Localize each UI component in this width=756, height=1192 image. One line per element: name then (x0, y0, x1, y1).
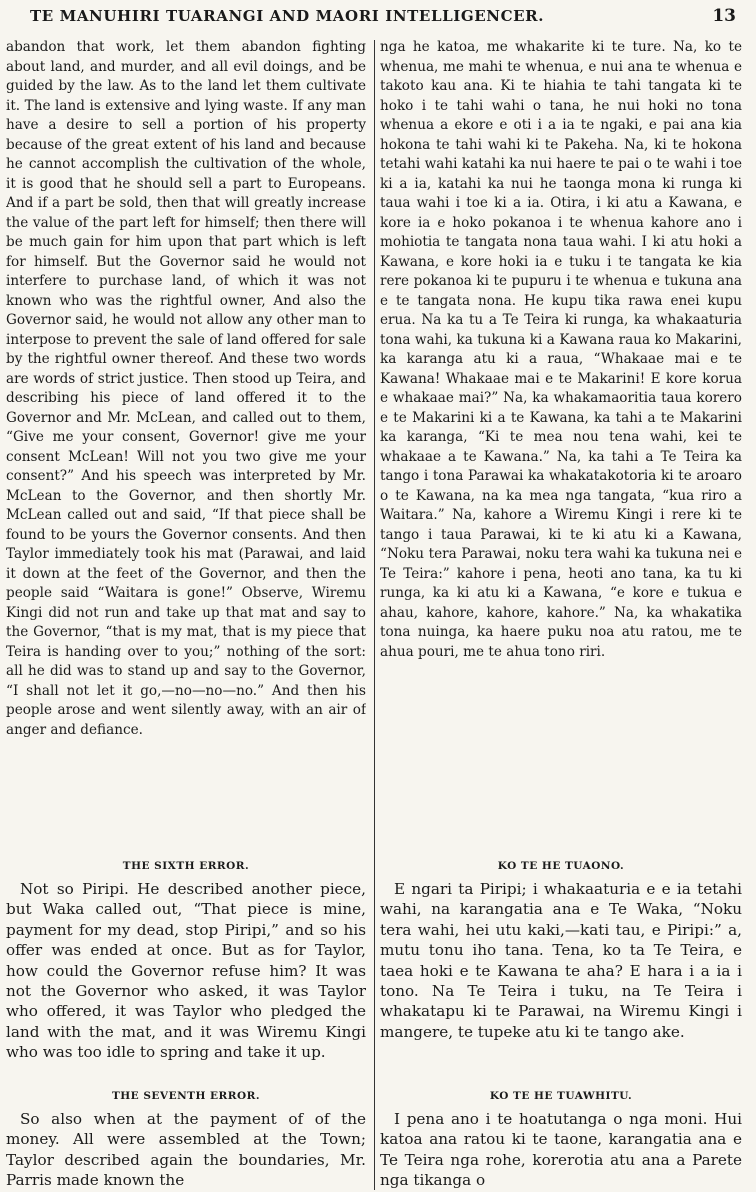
newspaper-title: TE MANUHIRI TUARANGI AND MAORI INTELLIGENCER. (30, 7, 545, 25)
maori-intro-paragraph: nga he katoa, me whakarite ki te ture. Na, ko te whenua, me mahi te whenua, e nui ana te whenua e takoto kau ana. Ki te hiahia te tahi tangata ki te hoko i te tahi wahi o tana, he nui hoki no tona whenua a ekore e oti i a ia te ngaki, e pai ana kia hokona te tahi wahi ki te Pakeha. Na, ki te hokona tetahi wahi katahi ka nui haere te pai o te wahi i toe ki a ia, katahi ka nui he taonga mona ki runga ki taua wahi i toe ki a ia. Otira, i ki atu a Kawana, e kore ia e hoko pokanoa i te whenua kahore ano i mohiotia te tangata nona taua wahi. I ki atu hoki a Kawana, e kore hoki ia e tuku i te tangata ke kia rere pokanoa ki te pupuru i te whenua e tukuna ana e te tangata nona. He kupu tika rawa enei kupu erua. Na ka tu a Te Teira ki runga, ka whakaaturia tona wahi, ka tukuna ki a Kawana raua ko Makarini, ka karanga atu ki a raua, “Whakaae mai e te Kawana! Whakaae mai e te Makarini! E kore korua e whakaae mai?” Na, ka whakamaoritia taua korero e te Makarini ki a te Kawana, ka tahi a te Makarini ka karanga, “Ki te mea nou tena wahi, kei te whakaae a te Kawana.” Na, ka tahi a Te Teira ka tango i tona Parawai ka whakatakotoria ki te aroaro o te Kawana, na ka mea nga tangata, “kua riro a Waitara.” Na, kahore a Wiremu Kingi i rere ki te tango i taua Parawai, ki te ki atu ki a Kawana, “Noku tera Parawai, noku tera wahi ka tukuna nei e Te Teira:” kahore i pena, heoti ano tana, ka tu ki runga, ka ki atu ki a Kawana, “e kore e tukua e ahau, kahore, kahore, kahore.” Na, ka whakatika tona nuinga, ka haere puku noa atu ratou, me te ahua pouri, me te ahua tono riri. (380, 39, 742, 660)
page-number: 13 (712, 6, 736, 26)
maori-sixth-error-heading: KO TE HE TUAONO. (497, 860, 625, 872)
english-column (6, 38, 366, 1192)
maori-sixth-error-paragraph: E ngari ta Piripi; i whakaaturia e e ia tetahi wahi, na karangatia ana e Te Waka, “Noku tera wahi, hei utu kaki,—kati tau, e Piripi:” a, mutu tonu iho tana. Tena, ko ta Te Teira, e taea hoki e te Kawana te aha? E hara i a ia i tono. Na Te Teira i tuku, na Te Teira i whakatapu ki te Parawai, na Wiremu Kingi i mangere, te tupeke atu ki te tango ake. (380, 880, 742, 1041)
maori-column (380, 38, 742, 1192)
english-seventh-error-heading: THE SEVENTH ERROR. (111, 1090, 261, 1102)
column-divider (374, 40, 375, 1190)
english-intro-paragraph: abandon that work, let them abandon fighting about land, and murder, and all evil doings, and be guided by the law. As to the land let them cultivate it. The land is extensive and lying waste. If any man have a desire to sell a portion of his property because of the great extent of his land and because he cannot accomplish the cultivation of the whole, it is good that he should sell a part to Europeans. And if a part be sold, then that will greatly increase the value of the part left for himself; then there will be much gain for him upon that part which is left for himself. But the Governor said he would not interfere to purchase land, of which it was not known who was the rightful owner, And also the Governor said, he would not allow any other man to interpose to prevent the sale of land offered for sale by the rightful owner thereof. And these two words are words of strict justice. Then stood up Teira, and describing his piece of land offered it to the Governor and Mr. McLean, and called out to them, “Give me your consent, Governor! give me your consent McLean! Will not you two give me your consent?” And his speech was interpreted by Mr. McLean to the Governor, and then shortly Mr. McLean called out and said, “If that piece shall be found to be yours the Governor consents. And then Taylor immediately took his mat (Parawai, and laid it down at the feet of the Governor, and then the people said “Waitara is gone!” Observe, Wiremu Kingi did not run and take up that mat and say to the Governor, “that is my mat, that is my piece that Teira is handing over to you;” nothing of the sort: all he did was to stand up and say to the Governor, “I shall not let it go,—no—no—no.” And then his people arose and went silently away, with an air of anger and defiance. (6, 39, 366, 738)
english-seventh-error-paragraph: So also when at the payment of of the money. All were assembled at the Town; Taylor described again the boundaries, Mr. Parris made known the (6, 1110, 366, 1190)
english-sixth-error-heading: THE SIXTH ERROR. (122, 860, 250, 872)
english-sixth-error-paragraph: Not so Piripi. He described another piece, but Waka called out, “That piece is mine, payment for my dead, stop Piripi,” and so his offer was ended at once. But as for Taylor, how could the Governor refuse him? It was not the Governor who asked, it was Taylor who offered, it was Taylor who pledged the land with the mat, and it was Wiremu Kingi who was too idle to spring and take it up. (6, 880, 366, 1062)
maori-seventh-error-paragraph: I pena ano i te hoatutanga o nga moni. Hui katoa ana ratou ki te taone, karangatia ana e Te Teira nga rohe, korerotia atu ana a Parete nga tikanga o (380, 1110, 742, 1190)
maori-seventh-error-heading: KO TE HE TUAWHITU. (489, 1090, 633, 1102)
page-header (0, 0, 756, 36)
